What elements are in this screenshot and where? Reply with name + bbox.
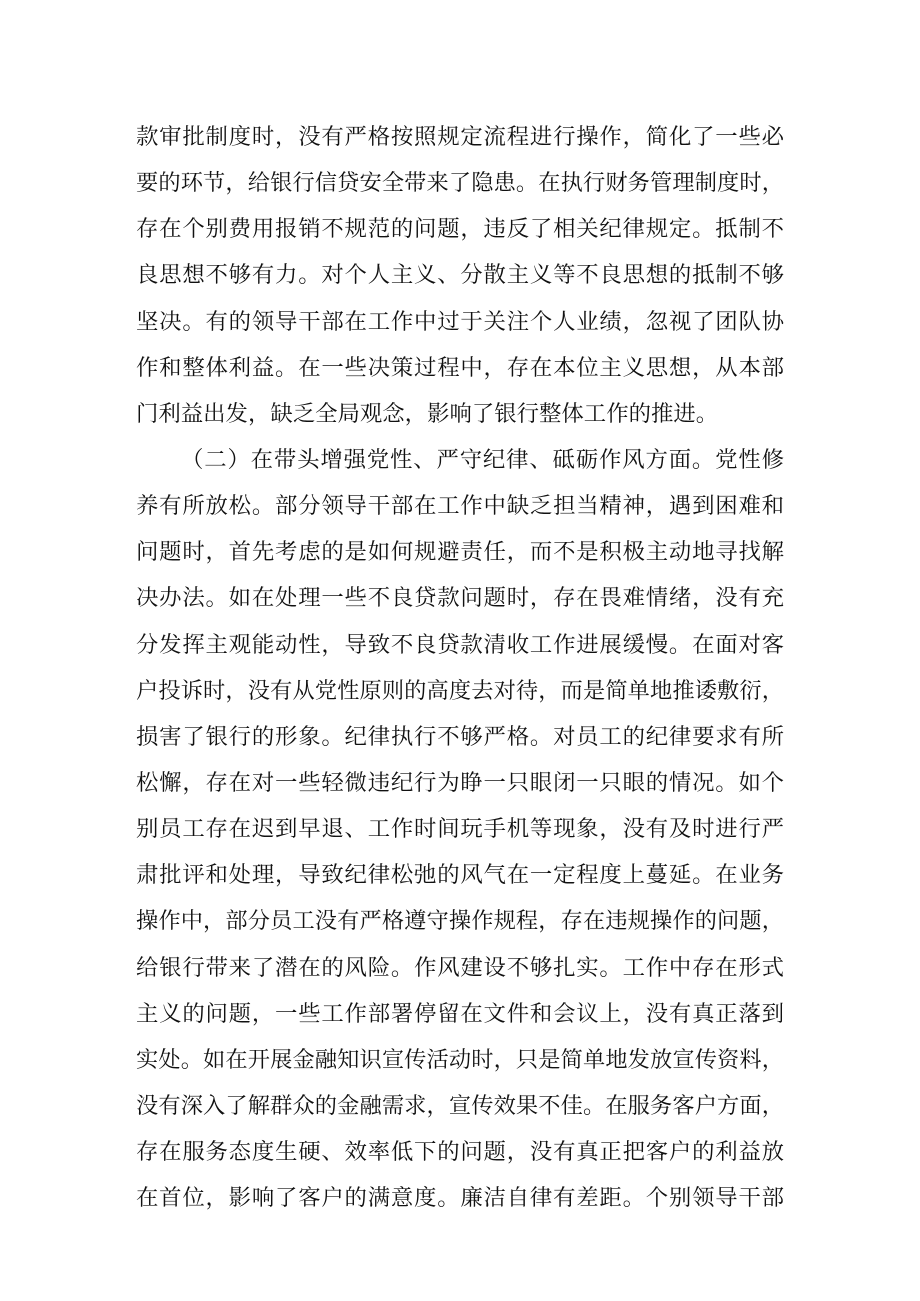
paragraph-line: 松懈，存在对一些轻微违纪行为睁一只眼闭一只眼的情况。如个: [136, 769, 784, 796]
section-heading-line: （二）在带头增强党性、严守纪律、砥砺作风方面。党性修: [181, 446, 784, 473]
paragraph-line: 操作中，部分员工没有严格遵守操作规程，存在违规操作的问题，: [136, 908, 784, 935]
paragraph-line: 款审批制度时，没有严格按照规定流程进行操作，简化了一些必: [136, 124, 784, 150]
paragraph-line: 在首位，影响了客户的满意度。廉洁自律有差距。个别领导干部: [136, 1185, 784, 1212]
paragraph-line: 没有深入了解群众的金融需求，宣传效果不佳。在服务客户方面，: [136, 1092, 784, 1119]
paragraph-line: 问题时，首先考虑的是如何规避责任，而不是积极主动地寻找解: [136, 539, 784, 566]
paragraph-line: 养有所放松。部分领导干部在工作中缺乏担当精神，遇到困难和: [136, 493, 784, 520]
paragraph-line: 存在服务态度生硬、效率低下的问题，没有真正把客户的利益放: [136, 1139, 784, 1166]
paragraph-line: 户投诉时，没有从党性原则的高度去对待，而是简单地推诿敷衍，: [136, 677, 784, 704]
paragraph-line: 坚决。有的领导干部在工作中过于关注个人业绩，忽视了团队协: [136, 308, 784, 335]
paragraph-line: 良思想不够有力。对个人主义、分散主义等不良思想的抵制不够: [136, 262, 784, 289]
document-body: [136, 114, 784, 1221]
paragraph-line: 给银行带来了潜在的风险。作风建设不够扎实。工作中存在形式: [136, 954, 784, 981]
paragraph-line: 主义的问题，一些工作部署停留在文件和会议上，没有真正落到: [136, 1000, 784, 1027]
paragraph-line: 作和整体利益。在一些决策过程中，存在本位主义思想，从本部: [136, 354, 784, 381]
paragraph-line: 别员工存在迟到早退、工作时间玩手机等现象，没有及时进行严: [136, 816, 784, 843]
paragraph-line: 决办法。如在处理一些不良贷款问题时，存在畏难情绪，没有充: [136, 585, 784, 612]
paragraph-line: 分发挥主观能动性，导致不良贷款清收工作进展缓慢。在面对客: [136, 631, 784, 658]
paragraph-line: 损害了银行的形象。纪律执行不够严格。对员工的纪律要求有所: [136, 723, 784, 750]
paragraph-line: 实处。如在开展金融知识宣传活动时，只是简单地发放宣传资料，: [136, 1046, 784, 1073]
paragraph-line: 肃批评和处理，导致纪律松弛的风气在一定程度上蔓延。在业务: [136, 862, 784, 889]
paragraph-line: 存在个别费用报销不规范的问题，违反了相关纪律规定。抵制不: [136, 216, 784, 243]
paragraph-line: 门利益出发，缺乏全局观念，影响了银行整体工作的推进。: [136, 400, 719, 427]
paragraph-line: 要的环节，给银行信贷安全带来了隐患。在执行财务管理制度时，: [136, 170, 784, 197]
